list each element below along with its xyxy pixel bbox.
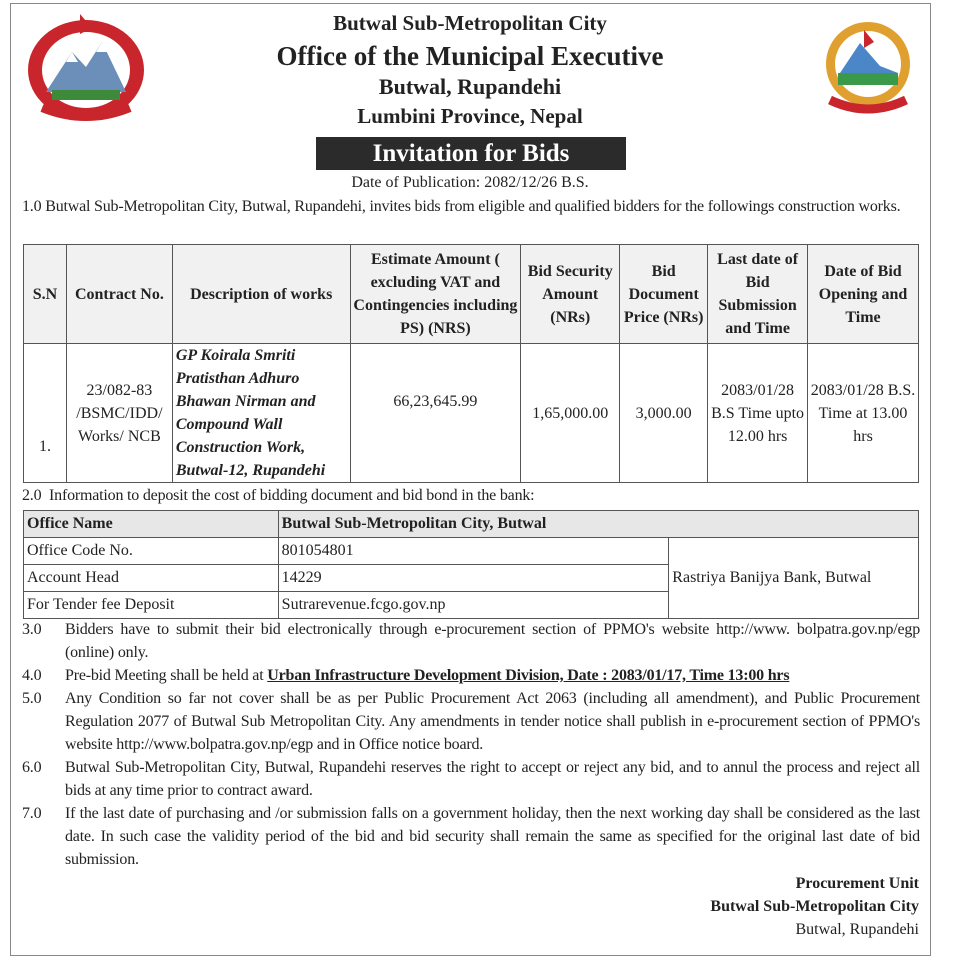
office-location: Butwal, Rupandehi	[378, 74, 562, 99]
col-header: Estimate Amount ( excluding VAT and Contingencies including PS) (NRS)	[350, 245, 521, 344]
clause-text: Information to deposit the cost of bidding document and bid bond in the bank:	[49, 487, 535, 504]
clause-5	[22, 687, 920, 756]
table-row	[24, 344, 919, 483]
clause-number: 6.0	[22, 759, 42, 776]
signature-unit: Procurement Unit	[795, 875, 919, 892]
cell-bid-security: 1,65,000.00	[521, 344, 620, 483]
row-label: Account Head	[24, 565, 279, 592]
publication-date: Date of Publication: 2082/12/26 B.S.	[351, 174, 589, 191]
col-header: Last date of Bid Submission and Time	[708, 245, 808, 344]
clause-number: 2.0	[22, 487, 42, 504]
bank-table	[23, 510, 919, 619]
bid-table	[23, 244, 919, 483]
col-header: Date of Bid Opening and Time	[808, 245, 919, 344]
clause-4	[22, 664, 920, 687]
clause-text: Butwal Sub-Metropolitan City, Butwal, Rupandehi reserves the right to accept or reject any bid, and to annul the process and reject all bids at any time prior to contract award.	[65, 759, 920, 799]
col-header: S.N	[24, 245, 67, 344]
clause-text: Any Condition so far not cover shall be as per Public Procurement Act 2063 (including all amendment), and Public Procurement Regulation 2077 of Butwal Sub Metropolitan City. Any amendments in tender notice shall publish in e-procurement section of PPMO's website http://www.bolpatra.gov.np/egp and in Office notice board.	[65, 690, 920, 753]
col-header: Description of works	[172, 245, 350, 344]
clause-number: 1.0	[22, 198, 42, 215]
butwal-city-logo	[820, 18, 916, 118]
clause-number: 5.0	[22, 690, 42, 707]
row-label: Office Code No.	[24, 538, 279, 565]
city-name: Butwal Sub-Metropolitan City	[333, 11, 607, 35]
row-label: For Tender fee Deposit	[24, 592, 279, 619]
clause-7	[22, 802, 920, 871]
cell-contract: 23/082-83 /BSMC/IDD/ Works/ NCB	[66, 344, 172, 483]
cell-description: GP Koirala Smriti Pratisthan Adhuro Bhawan Nirman and Compound Wall Construction Work, Butwal-12, Rupandehi	[172, 344, 350, 483]
clause-number: 3.0	[22, 621, 42, 638]
province: Lumbini Province, Nepal	[357, 104, 583, 128]
col-header: Contract No.	[66, 245, 172, 344]
cell-opening-date: 2083/01/28 B.S. Time at 13.00 hrs	[808, 344, 919, 483]
clause-text: If the last date of purchasing and /or submission falls on a government holiday, then the next working day shall be considered as the last date. In such case the validity period of the bid and bid security shall remain the same as specified for the original last date of bid submission.	[65, 805, 920, 868]
cell-estimate: 66,23,645.99	[350, 344, 521, 483]
row-value: Sutrarevenue.fcgo.gov.np	[278, 592, 669, 619]
row-value: 14229	[278, 565, 669, 592]
clause-3	[22, 618, 920, 664]
clause-text: Bidders have to submit their bid electronically through e-procurement section of PPMO's website http://www. bolpatra.gov.np/egp (online) only.	[65, 621, 920, 661]
signature-block	[710, 872, 919, 941]
signature-office: Butwal Sub-Metropolitan City	[710, 898, 919, 915]
clause-number: 7.0	[22, 805, 42, 822]
col-header: Bid Document Price (NRs)	[620, 245, 708, 344]
office-name: Office of the Municipal Executive	[276, 41, 664, 71]
bank-name: Rastriya Banijya Bank, Butwal	[669, 538, 919, 619]
row-value: 801054801	[278, 538, 669, 565]
col-header: Bid Security Amount (NRs)	[521, 245, 620, 344]
signature-location: Butwal, Rupandehi	[795, 921, 919, 938]
cell-last-date: 2083/01/28 B.S Time upto 12.00 hrs	[708, 344, 808, 483]
clause-number: 4.0	[22, 667, 42, 684]
nepal-emblem-logo	[22, 12, 150, 124]
clause-6	[22, 756, 920, 802]
office-name-value: Butwal Sub-Metropolitan City, Butwal	[278, 511, 918, 538]
clause-2	[22, 484, 920, 507]
cell-doc-price: 3,000.00	[620, 344, 708, 483]
cell-sn: 1.	[24, 344, 67, 483]
office-name-label: Office Name	[24, 511, 279, 538]
clause-1	[22, 195, 920, 218]
clause-text: Butwal Sub-Metropolitan City, Butwal, Rupandehi, invites bids from eligible and qualified bidders for the followings construction works.	[45, 198, 901, 215]
prebid-meeting-details: Urban Infrastructure Development Division, Date : 2083/01/17, Time 13:00 hrs	[267, 667, 790, 684]
notice-title: Invitation for Bids	[316, 137, 626, 170]
clause-text: Pre-bid Meeting shall be held at	[65, 667, 268, 684]
